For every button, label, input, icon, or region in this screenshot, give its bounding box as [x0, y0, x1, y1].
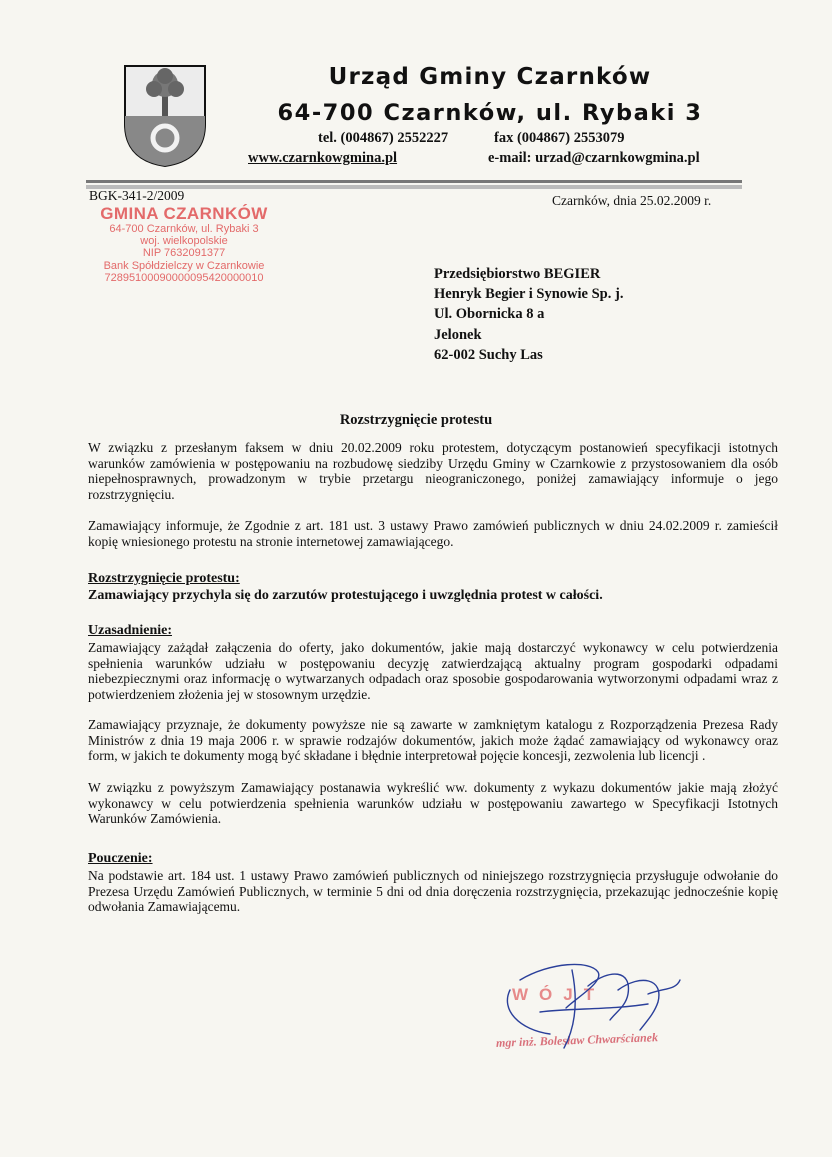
justification-paragraph: Zamawiający przyznaje, że dokumenty powyższe nie są zawarte w zamkniętym katalogu z Rozporządzenia Prezesa Rady Ministrów z dnia 19 maja 2006 r. w sprawie rodzajów dokumentów, jakich może żądać zamawiający od wykonawcy oraz form, w jakich te dokumenty mogą być składane i błędnie interpretował pojęcie koncesji, zezwolenia lub licencji .: [88, 717, 778, 764]
office-website-link[interactable]: www.czarnkowgmina.pl: [248, 150, 398, 166]
office-fax: fax (004867) 2553079: [494, 130, 625, 146]
recipient-line: Jelonek: [434, 326, 482, 343]
coat-of-arms-icon: [121, 62, 209, 170]
justification-paragraph: Zamawiający zażądał załączenia do oferty, jako dokumentów, jakie mają dostarczyć wykonawcy w celu potwierdzenia spełnienia warunków udziału w postępowaniu decyzję zatwierdzającą aktualny program gospodarki odpadami niebezpiecznymi oraz informację o wytwarzanych odpadach oraz sposobie gospodarowania wytworzonymi odpadami wraz z potwierdzeniem złożenia jej w stosownym urzędzie.: [88, 640, 778, 702]
resolution-statement: Zamawiający przychyla się do zarzutów protestującego i uwzględnia protest w całości.: [88, 588, 603, 603]
office-phone: tel. (004867) 2552227: [318, 130, 449, 146]
place-and-date: Czarnków, dnia 25.02.2009 r.: [552, 193, 712, 208]
recipient-line: Henryk Begier i Synowie Sp. j.: [434, 286, 624, 303]
instruction-heading: Pouczenie:: [88, 851, 153, 866]
case-reference-number: BGK-341-2/2009: [89, 188, 185, 203]
official-title-stamp: WÓJT: [512, 985, 606, 1004]
official-name-stamp: mgr inż. Bolesław Chwarścianek: [495, 1030, 659, 1050]
resolution-heading: Rozstrzygnięcie protestu:: [88, 571, 240, 586]
intro-paragraph: W związku z przesłanym faksem w dniu 20.02.2009 roku protestem, dotyczącym postanowień specyfikacji istotnych warunków zamówienia w postępowaniu na rozbudowę siedziby Urzędu Gminy w Czarnkowie z przystosowaniem dla osób niepełnosprawnych, prowadzonym w trybie przetargu nieograniczonego, poniżej zamawiający informuje o jego rozstrzygnięciu.: [88, 440, 778, 502]
office-address: 64-700 Czarnków, ul. Rybaki 3: [277, 100, 703, 126]
stamp-account-number: 72895100090000095420000010: [104, 271, 264, 284]
recipient-address-block: [434, 264, 623, 365]
handwritten-signature-icon: [480, 950, 710, 1060]
letter-subject: Rozstrzygnięcie protestu: [339, 412, 493, 428]
recipient-line: Przedsiębiorstwo BEGIER: [434, 266, 601, 282]
justification-heading: Uzasadnienie:: [88, 623, 172, 638]
instruction-paragraph: Na podstawie art. 184 ust. 1 ustawy Prawo zamówień publicznych od niniejszego rozstrzygnięcia przysługuje odwołanie do Prezesa Urzędu Zamówień Publicznych, w terminie 5 dni od dnia doręczenia rozstrzygnięcia, przekazując jednocześnie kopię odwołania Zamawiającemu.: [88, 868, 778, 915]
office-email: e-mail: urzad@czarnkowgmina.pl: [488, 150, 700, 166]
stamp-address: 64-700 Czarnków, ul. Rybaki 3: [109, 223, 259, 235]
stamp-title: GMINA CZARNKÓW: [100, 204, 268, 223]
stamp-bank: Bank Spółdzielczy w Czarnkowie: [103, 259, 265, 272]
justification-paragraph: W związku z powyższym Zamawiający postanawia wykreślić ww. dokumenty z wykazu dokumentów jakie mają złożyć wykonawcy w celu potwierdzenia spełnienia warunków udziału w postępowaniu zawartego w Specyfikacji Istotnych Warunków Zamówienia.: [88, 780, 778, 827]
municipality-stamp: [74, 205, 294, 284]
recipient-line: 62-002 Suchy Las: [434, 346, 543, 363]
intro-paragraph: Zamawiający informuje, że Zgodnie z art. 181 ust. 3 ustawy Prawo zamówień publicznych w dniu 24.02.2009 r. zamieścił kopię wniesionego protestu na stronie internetowej zamawiającego.: [88, 518, 778, 549]
recipient-line: Ul. Obornicka 8 a: [434, 306, 545, 323]
stamp-tax-id: NIP 7632091377: [142, 247, 226, 260]
letterhead-divider-shadow: [86, 185, 742, 189]
letterhead-divider: [86, 180, 742, 183]
stamp-province: woj. wielkopolskie: [140, 235, 228, 248]
office-name: Urząd Gminy Czarnków: [328, 64, 652, 90]
